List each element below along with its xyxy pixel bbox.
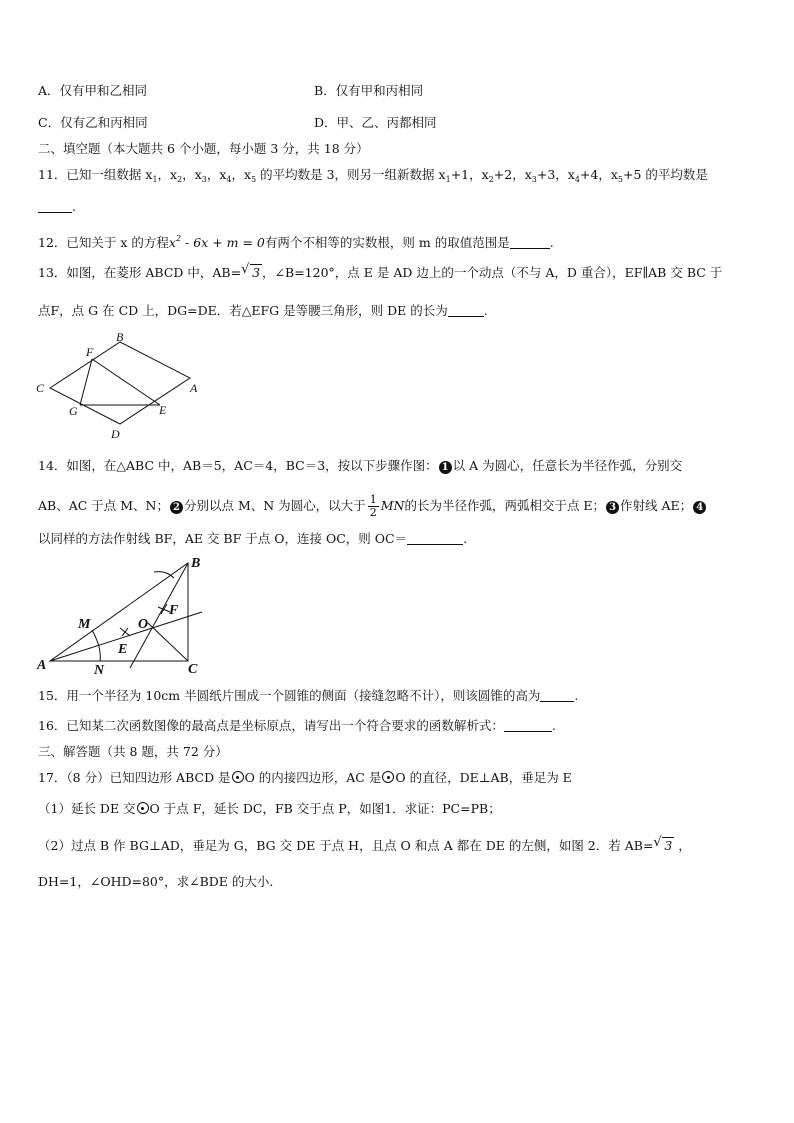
- question-17-part-2-line-2: DH=1，∠OHD=80°，求∠BDE 的大小.: [38, 874, 274, 889]
- question-17: 17．（8 分）已知四边形 ABCD 是 O 的内接四边形，AC 是 O 的直径，DE⊥AB，垂足为 E: [38, 770, 572, 785]
- segment-ef: [92, 359, 160, 405]
- equation: $x^2 - 6x + m = 0$: [168, 234, 265, 250]
- arc-mark-e-2: [122, 628, 128, 636]
- label-c: C: [36, 381, 45, 395]
- segment-oc: [148, 623, 188, 661]
- label-b: B: [191, 556, 201, 571]
- question-17-part-2: （2）过点 B 作 BG⊥AD，垂足为 G，BG 交 DE 于点 H，且点 O 和点 A 都在 DE 的左侧，如图 2．若 AB= √ 3 ，: [38, 835, 691, 853]
- label-a: A: [190, 381, 198, 395]
- question-14-line-3: 以同样的方法作射线 BF，AE 交 BF 于点 O，连接 OC，则 OC＝ .: [38, 531, 468, 546]
- label-m: M: [78, 617, 91, 632]
- rhombus-figure: [36, 330, 202, 444]
- question-11: 11．已知一组数据 $x_1$，$x_2$，$x_3$，$x_4$，$x_5$ 的平均数是 3，则另一组新数据 $x_1+1$，$x_2+2$，$x_3+3$，$x_4+4$，$x_5+5$ 的平均数是: [38, 167, 708, 184]
- circle-dot-symbol: [232, 771, 244, 783]
- step-1-marker: 1: [439, 461, 452, 474]
- sqrt-expression: √ 3: [241, 262, 261, 280]
- label-e: E: [118, 642, 128, 657]
- label-e: E: [159, 403, 167, 417]
- question-13: 13．如图，在菱形 ABCD 中，AB= √ 3 ，∠B=120°，点 E 是 AD 边上的一个动点（不与 A，D 重合），EF∥AB 交 BC 于: [38, 262, 723, 280]
- label-o: O: [138, 617, 149, 632]
- answer-blank[interactable]: [510, 236, 550, 249]
- question-11-answer-line: .: [38, 199, 76, 215]
- fraction-half: $\frac{1}{2}$: [369, 493, 377, 519]
- step-2-marker: 2: [170, 501, 183, 514]
- label-c: C: [188, 662, 198, 676]
- choice-a: A．仅有甲和乙相同: [38, 83, 148, 98]
- question-16: 16．已知某二次函数图像的最高点是坐标原点，请写出一个符合要求的函数解析式： .: [38, 718, 556, 733]
- segment-fg: [80, 359, 92, 405]
- step-4-marker: 4: [693, 501, 706, 514]
- label-b: B: [116, 330, 124, 344]
- question-14-line-2: AB、AC 于点 M、N； 2 分别以点 M、N 为圆心，以大于 $\frac{1}{2}$ MN的长为半径作弧，两弧相交于点 E； 3 作射线 AE； 4: [38, 494, 707, 519]
- label-f: F: [169, 603, 179, 618]
- question-12: 12．已知关于 x 的方程$x^2 - 6x + m = 0$有两个不相等的实数根，则 m 的取值范围是 .: [38, 234, 554, 250]
- label-a: A: [37, 658, 47, 673]
- label-n: N: [94, 663, 105, 676]
- label-g: G: [69, 404, 78, 418]
- label-d: D: [111, 427, 120, 441]
- question-15: 15．用一个半径为 10cm 半圆纸片围成一个圆锥的侧面（接缝忽略不计），则该圆锥的高为 .: [38, 688, 579, 703]
- choice-c: C．仅有乙和丙相同: [38, 115, 148, 130]
- label-f: F: [86, 345, 94, 359]
- question-17-part-1: （1）延长 DE 交 O 于点 F，延长 DC，FB 交于点 P，如图1．求证：PC=PB；: [38, 801, 501, 816]
- section-2-header: 二、填空题（本大题共 6 个小题，每小题 3 分，共 18 分）: [38, 141, 369, 156]
- arc-mn: [92, 630, 100, 661]
- section-3-header: 三、解答题（共 8 题，共 72 分）: [38, 744, 228, 759]
- choice-d: D．甲、乙、丙都相同: [314, 115, 437, 130]
- circle-dot-symbol: [137, 802, 149, 814]
- answer-blank[interactable]: [38, 200, 72, 213]
- choice-b: B．仅有甲和丙相同: [314, 83, 424, 98]
- sqrt-expression: √ 3: [653, 835, 673, 853]
- triangle-construction-figure: [34, 552, 214, 676]
- answer-blank[interactable]: [407, 532, 463, 545]
- answer-blank[interactable]: [540, 689, 574, 702]
- question-14: 14．如图，在△ABC 中，AB＝5，AC＝4，BC＝3，按以下步骤作图： 1 以 A 为圆心，任意长为半径作弧，分别交: [38, 458, 683, 473]
- step-3-marker: 3: [606, 501, 619, 514]
- question-13-line-2: 点F，点 G 在 CD 上，DG=DE．若△EFG 是等腰三角形，则 DE 的长为 .: [38, 303, 488, 318]
- circle-dot-symbol: [382, 771, 394, 783]
- answer-blank[interactable]: [448, 304, 484, 317]
- answer-blank[interactable]: [504, 719, 552, 732]
